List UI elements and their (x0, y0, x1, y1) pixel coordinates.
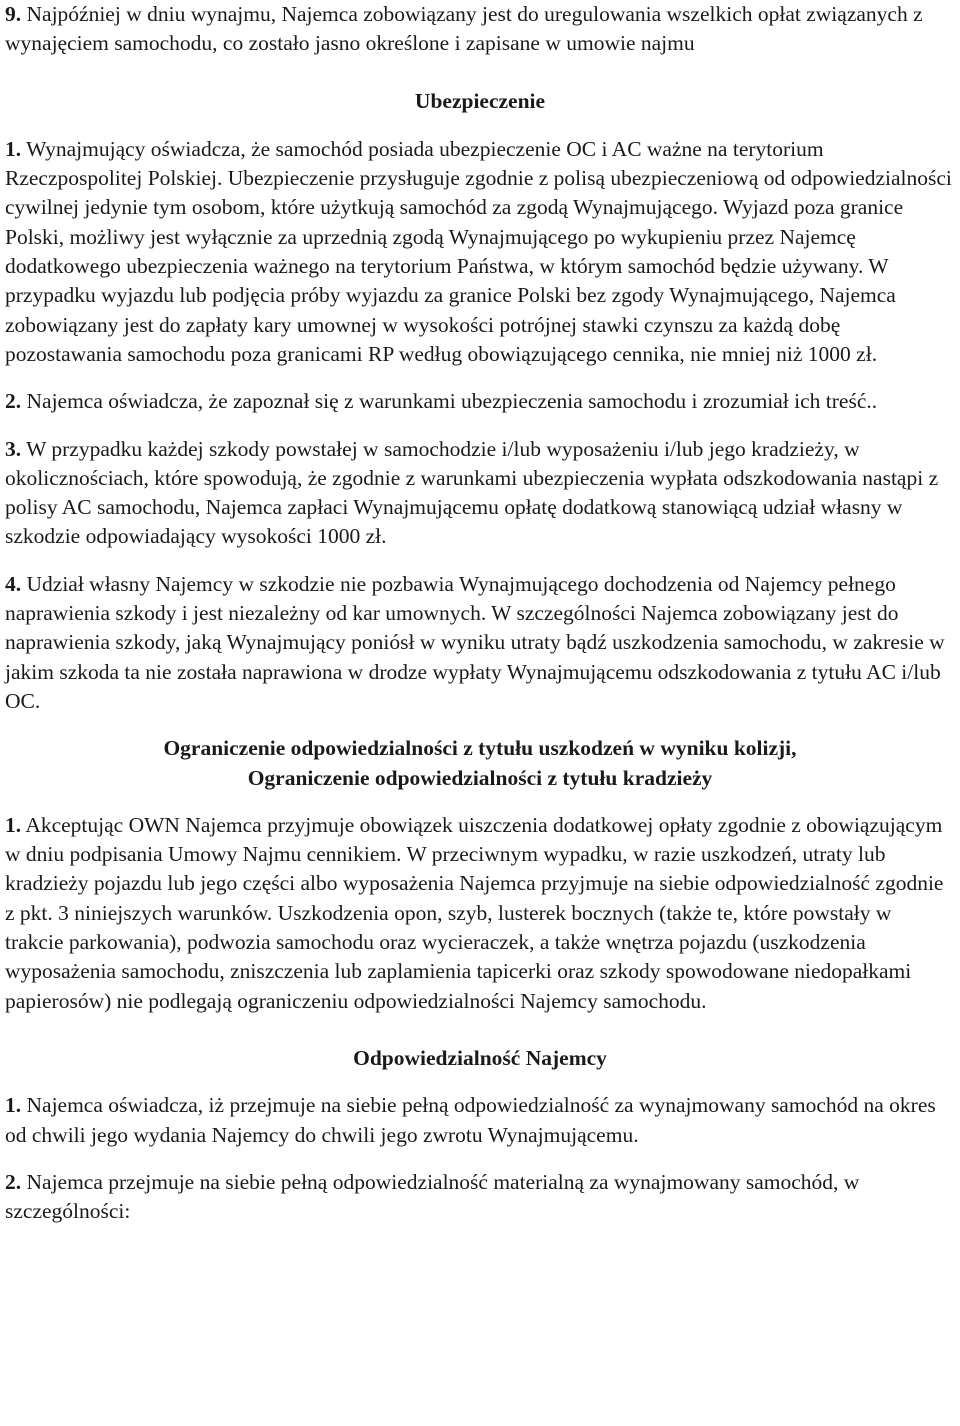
item-text: Najemca oświadcza, że zapoznał się z warunkami ubezpieczenia samochodu i zrozumiał ich treść.. (21, 389, 878, 414)
item-text: Najpóźniej w dniu wynajmu, Najemca zobowiązany jest do uregulowania wszelkich opłat związanych z wynajęciem samochodu, co zostało jasno określone i zapisane w umowie najmu (5, 2, 923, 56)
item-text: Akceptując OWN Najemca przyjmuje obowiązek uiszczenia dodatkowej opłaty zgodnie z obowiązującym w dniu podpisania Umowy Najmu cennikiem. W przeciwnym wypadku, w razie uszkodzeń, utraty lub kradzieży pojazdu lub jego części albo wyposażenia Najemca przyjmuje na siebie odpowiedzialność zgodnie z pkt. 3 niniejszych warunków. Uszkodzenia opon, szyb, lusterek bocznych (także te, które powstały w trakcie parkowania), podwozia samochodu oraz wycieraczek, a także wnętrza pojazdu (uszkodzenia wyposażenia samochodu, zniszczenia lub zaplamienia tapicerki oraz szkody spowodowane niedopałkami papierosów) nie podlegają ograniczeniu odpowiedzialności Najemcy samochodu. (5, 812, 944, 1013)
item-number: 2. (5, 389, 22, 414)
item-text: Najemca oświadcza, iż przejmuje na siebie pełną odpowiedzialność za wynajmowany samochód na okres od chwili jego wydania Najemcy do chwili jego zwrotu Wynajmującemu. (5, 1093, 936, 1147)
section-heading-ograniczenie (5, 734, 955, 793)
paragraph-item-9 (5, 0, 955, 59)
ubezpieczenie-item-4 (5, 570, 955, 716)
document-page (5, 0, 955, 1226)
odpowiedzialnosc-item-1 (5, 1091, 955, 1150)
item-number: 3. (5, 436, 22, 461)
heading-line-2: Ograniczenie odpowiedzialności z tytułu kradzieży (247, 765, 713, 790)
ubezpieczenie-item-3 (5, 435, 955, 552)
item-text: Udział własny Najemcy w szkodzie nie pozbawia Wynajmującego dochodzenia od Najemcy pełnego naprawienia szkody i jest niezależny od kar umownych. W szczególności Najemca zobowiązany jest do naprawienia szkody, jaką Wynajmujący poniósł w wyniku utraty bądź uszkodzenia samochodu, w zakresie w jakim szkoda ta nie została naprawiona w drodze wypłaty Wynajmującemu odszkodowania z tytułu AC i/lub OC. (5, 571, 945, 713)
item-number: 9. (5, 2, 22, 26)
ubezpieczenie-item-2 (5, 387, 955, 416)
item-number: 1. (5, 136, 22, 161)
item-number: 2. (5, 1169, 22, 1194)
item-number: 4. (5, 571, 22, 596)
heading-line-1: Ograniczenie odpowiedzialności z tytułu uszkodzeń w wyniku kolizji, (163, 736, 797, 761)
item-text: Najemca przejmuje na siebie pełną odpowiedzialność materialną za wynajmowany samochód, w szczególności: (5, 1169, 860, 1224)
item-number: 1. (5, 812, 22, 837)
ograniczenie-item-1 (5, 811, 955, 1016)
ubezpieczenie-item-1 (5, 135, 955, 369)
section-heading-ubezpieczenie: Ubezpieczenie (414, 88, 546, 113)
item-number: 1. (5, 1093, 22, 1118)
item-text: W przypadku każdej szkody powstałej w samochodzie i/lub wyposażeniu i/lub jego kradzieży, w okolicznościach, które spowodują, że zgodnie z warunkami ubezpieczenia wypłata odszkodowania nastąpi z polisy AC samochodu, Najemca zapłaci Wynajmującemu opłatę dodatkową stanowiącą udział własny w szkodzie odpowiadający wysokości 1000 zł. (5, 436, 939, 549)
section-heading-odpowiedzialnosc: Odpowiedzialność Najemcy (353, 1045, 607, 1070)
item-text: Wynajmujący oświadcza, że samochód posiada ubezpieczenie OC i AC ważne na terytorium Rzeczpospolitej Polskiej. Ubezpieczenie przysługuje zgodnie z polisą ubezpieczeniową od odpowiedzialności cywilnej jedynie tym osobom, które użytkują samochód za zgodą Wynajmującego. Wyjazd poza granice Polski, możliwy jest wyłącznie za uprzednią zgodą Wynajmującego po wykupieniu przez Najemcę dodatkowego ubezpieczenia ważnego na terytorium Państwa, w którym samochód będzie używany. W przypadku wyjazdu lub podjęcia próby wyjazdu za granice Polski bez zgody Wynajmującego, Najemca zobowiązany jest do zapłaty kary umownej w wysokości potrójnej stawki czynszu za każdą dobę pozostawania samochodu poza granicami RP według obowiązującego cennika, nie mniej niż 1000 zł. (5, 136, 952, 366)
odpowiedzialnosc-item-2 (5, 1168, 955, 1227)
